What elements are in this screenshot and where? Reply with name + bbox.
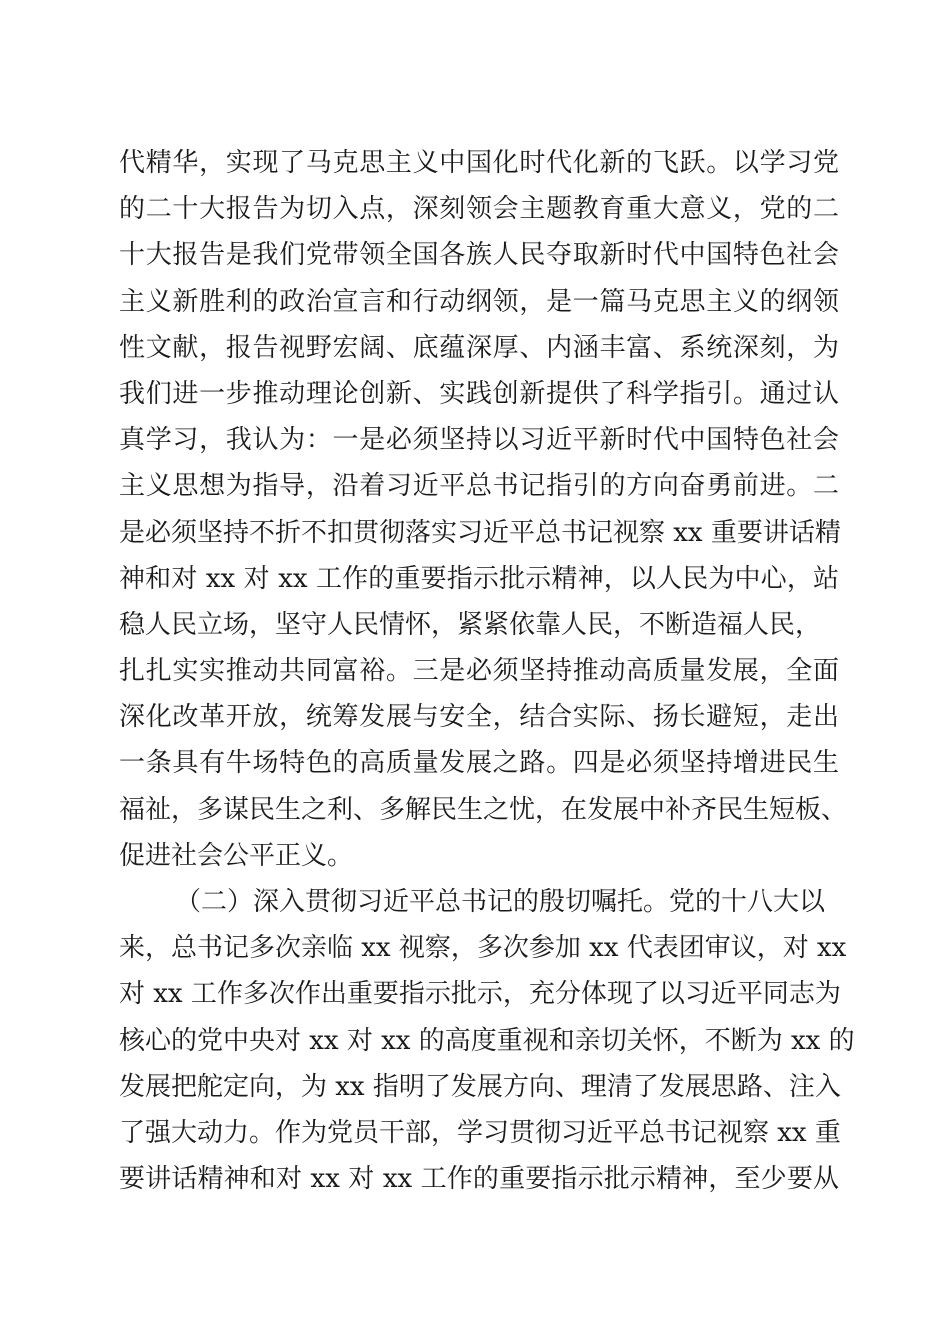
text-line: 主义新胜利的政治宣言和行动纲领，是一篇马克思主义的纲领 xyxy=(119,286,839,317)
text-line: 稳人民立场，坚守人民情怀，紧紧依靠人民，不断造福人民， xyxy=(119,609,822,640)
text-line: 的二十大报告为切入点，深刻领会主题教育重大意义，党的二 xyxy=(119,194,839,225)
text-line-first xyxy=(119,879,839,925)
body-text xyxy=(119,140,855,1202)
section-heading: （二）深入贯彻习近平总书记的殷切嘱托。 xyxy=(175,887,670,917)
text-line: 扎扎实实推动共同富裕。三是必须坚持推动高质量发展，全面 xyxy=(119,656,839,687)
text-line: 神和对 xx 对 xx 工作的重要指示批示精神，以人民为中心，站 xyxy=(119,563,839,594)
text-line: 真学习，我认为：一是必须坚持以习近平新时代中国特色社会 xyxy=(119,425,839,456)
text-line: 主义思想为指导，沿着习近平总书记指引的方向奋勇前进。二 xyxy=(119,471,839,502)
text-line: 福祉，多谋民生之利、多解民生之忧，在发展中补齐民生短板、 xyxy=(119,794,848,825)
text-line: 对 xx 工作多次作出重要指示批示，充分体现了以习近平同志为 xyxy=(119,979,841,1010)
text-line: 要讲话精神和对 xx 对 xx 工作的重要指示批示精神，至少要从 xyxy=(119,1164,839,1195)
text-line: 了强大动力。作为党员干部，学习贯彻习近平总书记视察 xx 重 xyxy=(119,1117,841,1148)
paragraph-1 xyxy=(119,140,848,879)
text-line: 促进社会公平正义。 xyxy=(119,840,354,871)
text-line: 一条具有牛场特色的高质量发展之路。四是必须坚持增进民生 xyxy=(119,748,839,779)
text-line: 核心的党中央对 xx 对 xx 的高度重视和亲切关怀，不断为 xx 的 xyxy=(119,1025,855,1056)
text-line: 我们进一步推动理论创新、实践创新提供了科学指引。通过认 xyxy=(119,378,839,409)
text-line: 是必须坚持不折不扣贯彻落实习近平总书记视察 xx 重要讲话精 xyxy=(119,517,841,548)
text-line: 来，总书记多次亲临 xx 视察，多次参加 xx 代表团审议，对 xx xyxy=(119,933,847,964)
text-line: 代精华，实现了马克思主义中国化时代化新的飞跃。以学习党 xyxy=(119,148,839,178)
text-line: 十大报告是我们党带领全国各族人民夺取新时代中国特色社会 xyxy=(119,240,839,271)
paragraph-2 xyxy=(119,879,855,1202)
text-line: 深化改革开放，统筹发展与安全，结合实际、扬长避短，走出 xyxy=(119,702,839,733)
heading-continuation: 党的十八大以 xyxy=(669,887,826,917)
text-line: 性文献，报告视野宏阔、底蕴深厚、内涵丰富、系统深刻，为 xyxy=(119,332,839,363)
text-line: 发展把舵定向，为 xx 指明了发展方向、理清了发展思路、注入 xyxy=(119,1071,841,1102)
